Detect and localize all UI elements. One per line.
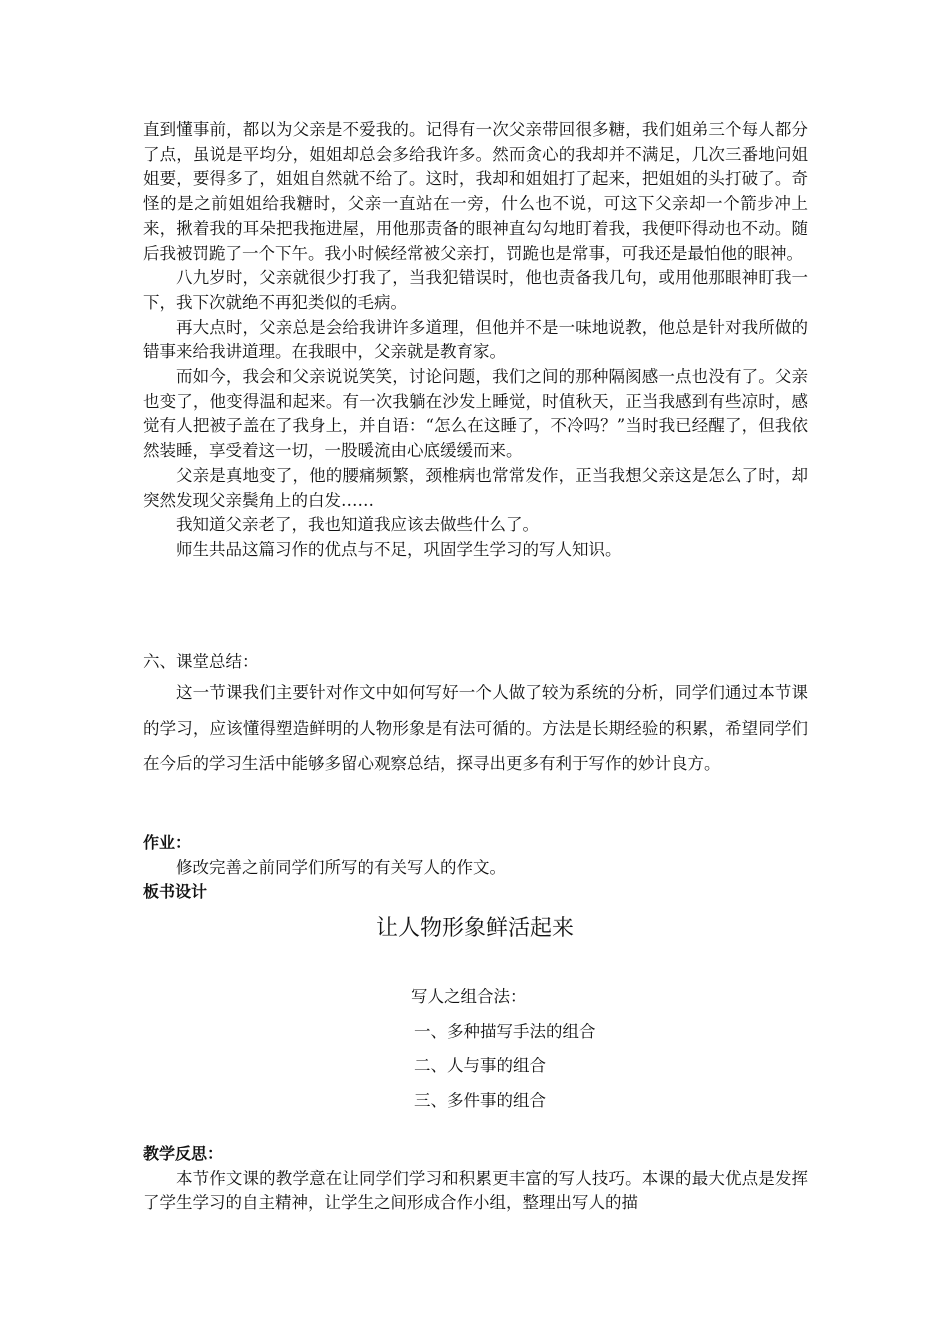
story-text: [143, 118, 808, 563]
board-section-heading: 板书设计: [143, 882, 208, 901]
story-paragraph-5: 父亲是真地变了，他的腰痛频繁，颈椎病也常常发作，正当我想父亲这是怎么了时，却突然发现父亲鬓角上的白发……: [143, 465, 808, 510]
board-item-3: 三、多件事的组合: [414, 1090, 546, 1110]
story-paragraph-6: 我知道父亲老了，我也知道我应该去做些什么了。: [176, 515, 539, 535]
homework-section: [143, 831, 808, 905]
homework-heading: 作业：: [143, 833, 192, 852]
story-paragraph-1: 直到懂事前，都以为父亲是不爱我的。记得有一次父亲带回很多糖，我们姐弟三个每人都分了点，虽说是平均分，姐姐却总会多给我许多。然而贪心的我却并不满足，几次三番地问姐姐要，要得多了，姐姐自然就不给了。这时，我却和姐姐打了起来，把姐姐的头打破了。奇怪的是之前姐姐给我糖时，父亲一直站在一旁，什么也不说，可这下父亲却一个箭步冲上来，揪着我的耳朵把我拖进屋，用他那责备的眼神直勾勾地盯着我，我便吓得动也不动。随后我被罚跪了一个下午。我小时候经常被父亲打，罚跪也是常事，可我还是最怕他的眼神。: [143, 120, 808, 263]
reflection-heading: 教学反思：: [143, 1144, 224, 1163]
board-subtitle: 写人之组合法：: [411, 987, 527, 1006]
reflection-section: [143, 1142, 808, 1216]
board-item-1: 一、多种描写手法的组合: [414, 1021, 596, 1041]
summary-text: [143, 675, 808, 782]
summary-heading: 六、课堂总结：: [143, 652, 259, 671]
story-paragraph-3: 再大点时，父亲总是会给我讲许多道理，但他并不是一味地说教，他总是针对我所做的错事来给我讲道理。在我眼中，父亲就是教育家。: [143, 317, 808, 362]
board-outline: [411, 980, 596, 1118]
homework-text: 修改完善之前同学们所写的有关写人的作文。: [176, 857, 506, 877]
story-paragraph-7: 师生共品这篇习作的优点与不足，巩固学生学习的写人知识。: [176, 539, 622, 559]
board-item-2: 二、人与事的组合: [414, 1056, 546, 1075]
story-paragraph-2: 八九岁时，父亲就很少打我了，当我犯错误时，他也责备我几句，或用他那眼神盯我一下，我下次就绝不再犯类似的毛病。: [143, 268, 808, 312]
reflection-text: 本节作文课的教学意在让同学们学习和积累更丰富的写人技巧。本课的最大优点是发挥了学生学习的自主精神，让学生之间形成合作小组，整理出写人的描: [143, 1168, 808, 1212]
board-title: 让人物形象鲜活起来: [375, 916, 574, 941]
summary-paragraph: 这一节课我们主要针对作文中如何写好一个人做了较为系统的分析，同学们通过本节课的学习，应该懂得塑造鲜明的人物形象是有法可循的。方法是长期经验的积累，希望同学们在今后的学习生活中能够多留心观察总结，探寻出更多有利于写作的妙计良方。: [143, 683, 808, 773]
story-paragraph-4: 而如今，我会和父亲说说笑笑，讨论问题，我们之间的那种隔阂感一点也没有了。父亲也变了，他变得温和起来。有一次我躺在沙发上睡觉，时值秋天，正当我感到有些凉时，感觉有人把被子盖在了我身上，并自语：“怎么在这睡了，不冷吗？”当时我已经醒了，但我依然装睡，享受着这一切，一股暖流由心底缓缓而来。: [143, 367, 808, 461]
